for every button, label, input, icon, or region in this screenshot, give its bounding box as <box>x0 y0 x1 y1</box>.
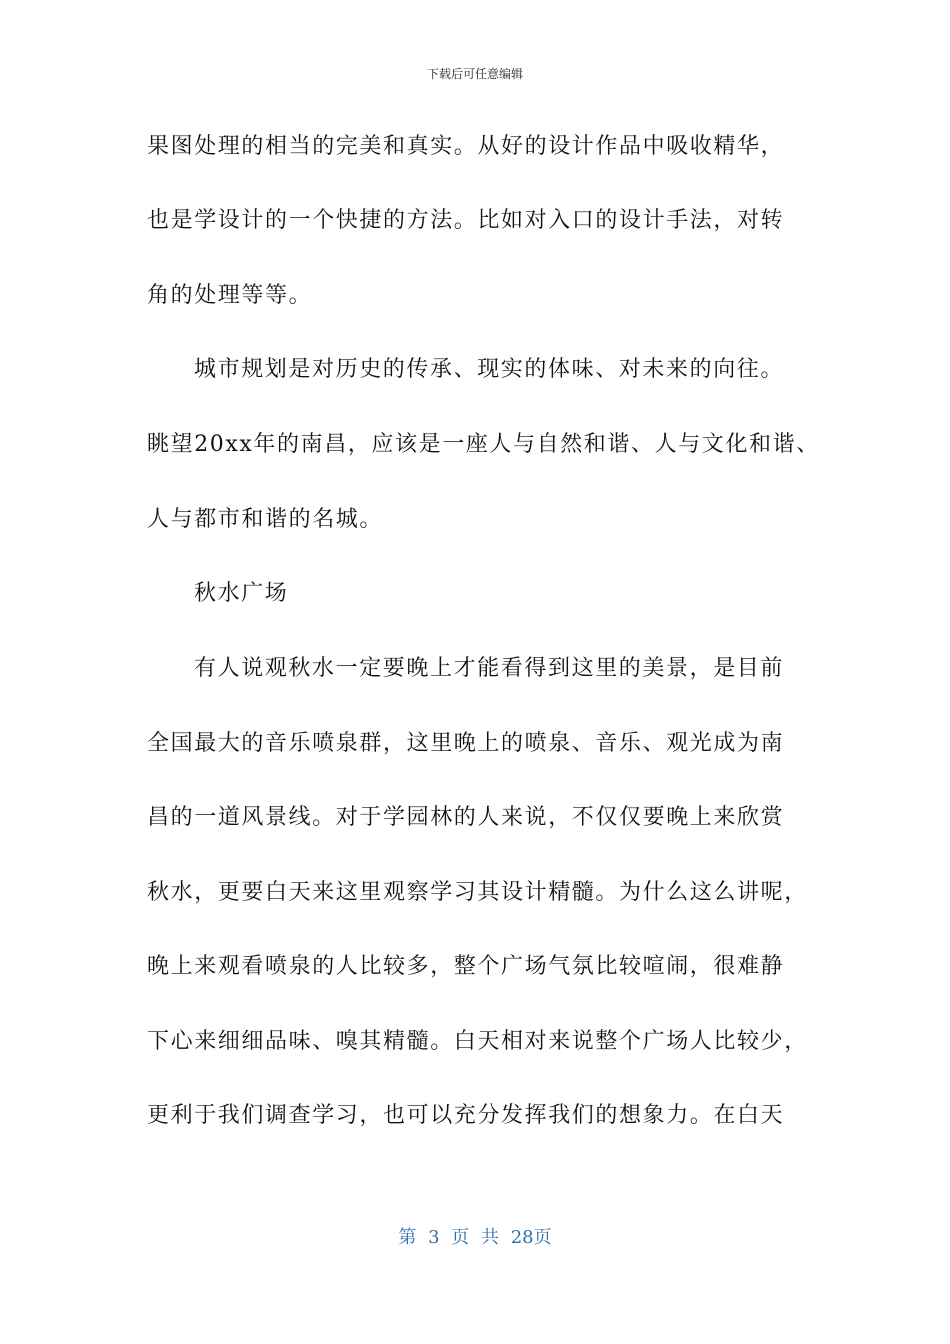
body-line: 下心来细细品味、嗅其精髓。白天相对来说整个广场人比较少， <box>147 1029 808 1054</box>
body-line: 果图处理的相当的完美和真实。从好的设计作品中吸收精华， <box>147 134 785 159</box>
body-line: 昌的一道风景线。对于学园林的人来说，不仅仅要晚上来欣赏 <box>147 805 785 830</box>
body-line: 全国最大的音乐喷泉群，这里晚上的喷泉、音乐、观光成为南 <box>147 731 785 756</box>
page-header: 下载后可任意编辑 <box>426 67 523 81</box>
body-line: 人与都市和谐的名城。 <box>147 507 384 532</box>
page-number: 第 3 页 共 28页 <box>398 1227 552 1248</box>
body-line: 秋水，更要白天来这里观察学习其设计精髓。为什么这么讲呢， <box>147 880 808 905</box>
paragraph-first-line: 城市规划是对历史的传承、现实的体味、对未来的向往。 <box>194 357 785 382</box>
body-line: 更利于我们调查学习，也可以充分发挥我们的想象力。在白天 <box>147 1103 785 1128</box>
paragraph-first-line: 有人说观秋水一定要晚上才能看得到这里的美景，是目前 <box>194 656 785 681</box>
body-line: 也是学设计的一个快捷的方法。比如对入口的设计手法，对转 <box>147 208 785 233</box>
body-line: 眺望20xx年的南昌，应该是一座人与自然和谐、人与文化和谐、 <box>147 432 820 457</box>
section-heading: 秋水广场 <box>194 581 289 606</box>
body-line: 角的处理等等。 <box>147 283 313 308</box>
body-line: 晚上来观看喷泉的人比较多，整个广场气氛比较喧闹，很难静 <box>147 954 785 979</box>
